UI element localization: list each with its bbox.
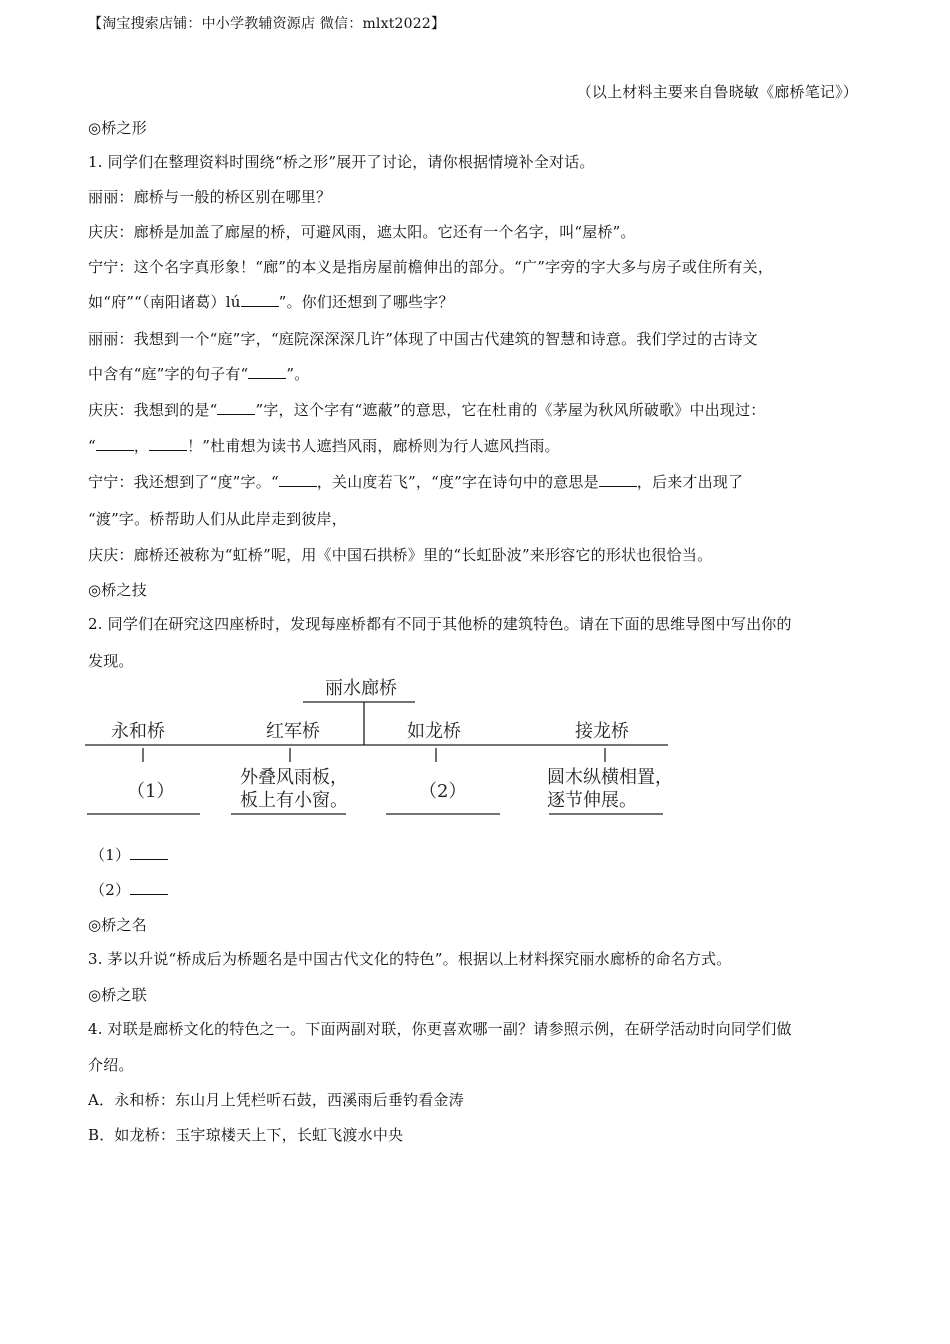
question-2-cont: 发现。	[88, 652, 134, 670]
mind-map-branch: 如龙桥	[407, 721, 461, 742]
section-title-form: ◎桥之形	[88, 119, 147, 137]
dialogue-line: “渡”字。桥帮助人们从此岸走到彼岸，	[88, 510, 347, 528]
section-title-couplet: ◎桥之联	[88, 986, 147, 1004]
dialogue-text: 如“府”“（南阳诸葛）lú	[88, 293, 241, 311]
dialogue-line: 庆庆：廊桥是加盖了廊屋的桥，可避风雨，遮太阳。它还有一个名字，叫“屋桥”。	[88, 223, 636, 241]
couplet-option-a: A．永和桥：东山月上凭栏听石鼓，西溪雨后垂钓看金涛	[88, 1091, 464, 1109]
dialogue-line: 宁宁：这个名字真形象！“廊”的本义是指房屋前檐伸出的部分。“广”字旁的字大多与房子或住所有关，	[88, 258, 774, 276]
fill-blank[interactable]	[130, 880, 168, 895]
dialogue-text: ，后来才出现了	[636, 473, 744, 491]
mind-map-root: 丽水廊桥	[325, 678, 397, 699]
fill-blank[interactable]	[149, 436, 187, 451]
mind-map-branch: 红军桥	[266, 721, 320, 742]
answer-line-2	[90, 880, 168, 900]
fill-blank[interactable]	[130, 845, 168, 860]
dialogue-line	[88, 472, 743, 492]
dialogue-text: ！”杜甫想为读书人遮挡风雨，廊桥则为行人遮风挡雨。	[187, 437, 560, 455]
dialogue-text: 宁宁：我还想到了“度”字。“	[88, 473, 279, 491]
dialogue-text: 庆庆：我想到的是“	[88, 401, 218, 419]
dialogue-text: ，关山度若飞”，“度”字在诗句中的意思是	[316, 473, 599, 491]
mind-map	[85, 676, 675, 826]
source-note: （以上材料主要来自鲁晓敏《廊桥笔记》）	[576, 83, 858, 101]
fill-blank[interactable]	[217, 400, 255, 415]
dialogue-text: ”。	[286, 365, 310, 383]
dialogue-text: 中含有“庭”字的句子有“	[88, 365, 249, 383]
section-title-name: ◎桥之名	[88, 916, 147, 934]
answer-label: （2）	[90, 881, 131, 899]
fill-blank[interactable]	[248, 364, 286, 379]
dialogue-line: 庆庆：廊桥还被称为“虹桥”呢，用《中国石拱桥》里的“长虹卧波”来形容它的形状也很恰当。	[88, 546, 713, 564]
mind-map-leaf-blank: （2）	[419, 781, 467, 802]
mind-map-leaf: 板上有小窗。	[240, 790, 348, 811]
shop-header-note: 【淘宝搜索店铺：中小学教辅资源店 微信：mlxt2022】	[88, 16, 446, 32]
question-2: 2. 同学们在研究这四座桥时，发现每座桥都有不同于其他桥的建筑特色。请在下面的思维导图中写出你的	[88, 615, 792, 633]
mind-map-leaf-blank: （1）	[127, 781, 175, 802]
fill-blank[interactable]	[279, 472, 317, 487]
fill-blank[interactable]	[599, 472, 637, 487]
dialogue-line: 丽丽：我想到一个“庭”字，“庭院深深深几许”体现了中国古代建筑的智慧和诗意。我们学过的古诗文	[88, 330, 758, 348]
question-3: 3. 茅以升说“桥成后为桥题名是中国古代文化的特色”。根据以上材料探究丽水廊桥的命名方式。	[88, 950, 732, 968]
section-title-skill: ◎桥之技	[88, 581, 147, 599]
answer-label: （1）	[90, 846, 131, 864]
mind-map-leaf: 外叠风雨板，	[240, 767, 348, 788]
dialogue-line	[88, 436, 560, 456]
mind-map-leaf: 圆木纵横相置，	[547, 767, 673, 788]
dialogue-text: ，	[133, 437, 150, 455]
dialogue-line	[88, 292, 454, 312]
fill-blank[interactable]	[241, 292, 279, 307]
mind-map-branch: 接龙桥	[575, 721, 629, 742]
question-4: 4. 对联是廊桥文化的特色之一。下面两副对联，你更喜欢哪一副？请参照示例，在研学活动时向同学们做	[88, 1020, 792, 1038]
dialogue-text: ”字，这个字有“遮蔽”的意思，它在杜甫的《茅屋为秋风所破歌》中出现过：	[255, 401, 766, 419]
mind-map-leaf: 逐节伸展。	[547, 790, 637, 811]
question-1: 1. 同学们在整理资料时围绕“桥之形”展开了讨论，请你根据情境补全对话。	[88, 153, 595, 171]
question-4-cont: 介绍。	[88, 1056, 134, 1074]
dialogue-line: 丽丽：廊桥与一般的桥区别在哪里？	[88, 188, 332, 206]
mind-map-branch: 永和桥	[111, 721, 165, 742]
dialogue-text: ”。你们还想到了哪些字？	[278, 293, 454, 311]
dialogue-line	[88, 364, 310, 384]
couplet-option-b: B．如龙桥：玉宇琼楼天上下，长虹飞渡水中央	[88, 1126, 404, 1144]
dialogue-line	[88, 400, 766, 420]
dialogue-text: “	[88, 437, 96, 455]
fill-blank[interactable]	[96, 436, 134, 451]
answer-line-1	[90, 845, 168, 865]
